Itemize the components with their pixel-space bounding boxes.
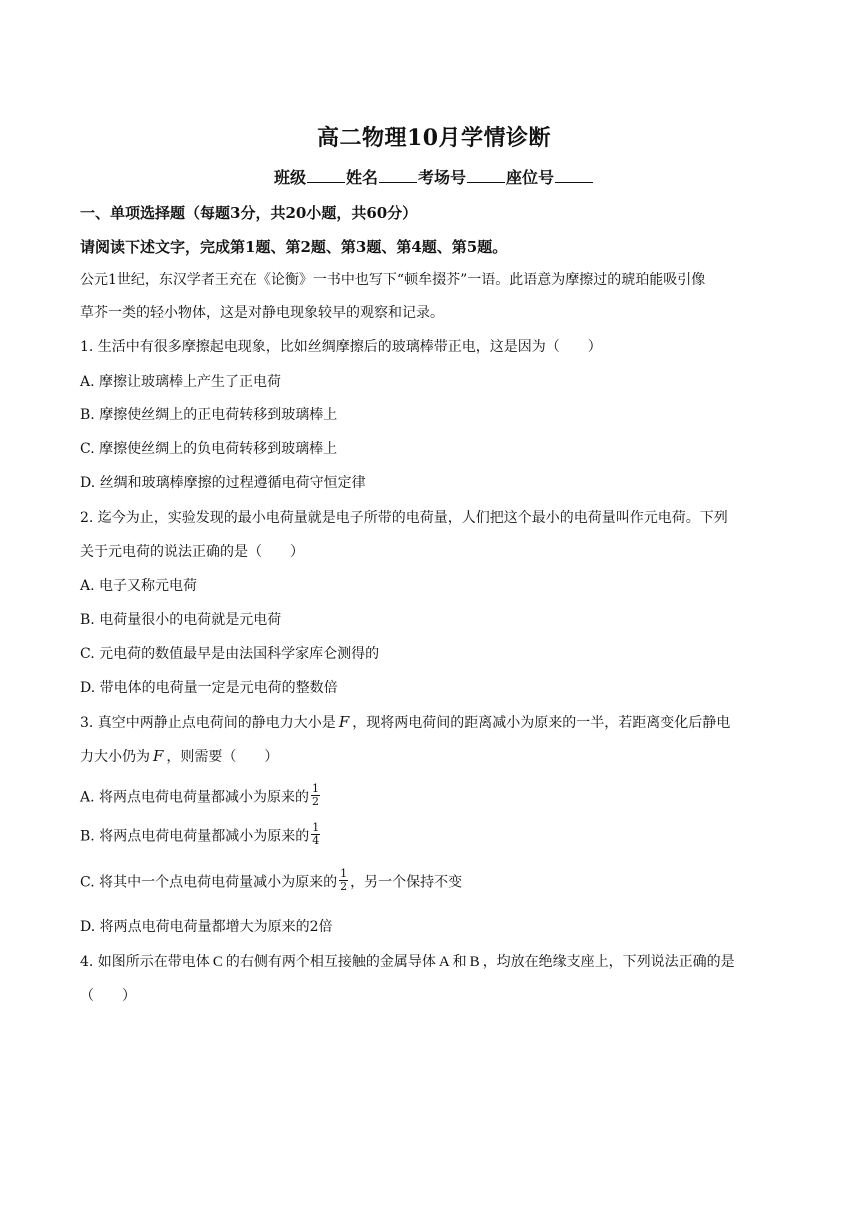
q2-option-a: A. 电子又称元电荷 [80, 578, 198, 594]
exam-title: 高二物理10月学情诊断 [316, 125, 552, 151]
room-blank [467, 170, 505, 183]
q2-stem-line-2: 关于元电荷的说法正确的是（ ） [80, 544, 304, 560]
q3-stem-text-1a: 3. 真空中两静止点电荷间的静电力大小是 [80, 715, 336, 731]
room-label: 考场号 [418, 168, 467, 187]
q3-stem-text-2a: 力大小仍为 [80, 749, 150, 765]
q1-stem: 1. 生活中有很多摩擦起电现象，比如丝绸摩擦后的玻璃棒带正电，这是因为（ ） [80, 339, 602, 355]
class-label: 班级 [273, 168, 306, 187]
q3-option-c-text: C. 将其中一个点电荷电荷量减小为原来的 [80, 874, 338, 891]
q3-stem-text-2b: ，则需要（ ） [166, 749, 279, 765]
q4-stem-text-d: ，均放在绝缘支座上，下列说法正确的是 [482, 954, 735, 970]
q2-stem-line-1: 2. 迄今为止，实验发现的最小电荷量就是电子所带的电荷量，人们把这个最小的电荷量叫作元电荷。下列 [80, 510, 728, 526]
student-info-line [0, 165, 868, 188]
q4-stem-line-2: （ ） [80, 988, 136, 1004]
fraction-denominator: 2 [312, 795, 320, 808]
name-label: 姓名 [345, 168, 378, 187]
fraction-denominator: 2 [340, 880, 348, 893]
q4-stem-text-a: 4. 如图所示在带电体 [80, 954, 210, 970]
body-b-label: B [469, 954, 480, 970]
q3-option-b [80, 821, 795, 849]
fraction-one-half [311, 783, 320, 808]
passage-line-2: 草芥一类的轻小物体，这是对静电现象较早的观察和记录。 [80, 305, 444, 321]
reading-instruction: 请阅读下述文字，完成第1题、第2题、第3题、第4题、第5题。 [80, 238, 508, 256]
q3-option-a [80, 782, 795, 810]
q3-stem-line-1 [80, 712, 795, 733]
seat-blank [555, 170, 593, 183]
q3-option-b-text: B. 将两点电荷电荷量都减小为原来的 [80, 828, 310, 845]
fraction-numerator: 1 [312, 782, 320, 795]
q2-option-d: D. 带电体的电荷量一定是元电荷的整数倍 [80, 680, 338, 696]
q3-option-a-text: A. 将两点电荷电荷量都减小为原来的 [80, 789, 310, 806]
q3-option-c-tail: ，另一个保持不变 [350, 874, 463, 891]
q3-stem-text-1b: ，现将两电荷间的距离减小为原来的一半，若距离变化后静电 [352, 715, 731, 731]
q2-option-c: C. 元电荷的数值最早是由法国科学家库仑测得的 [80, 646, 380, 662]
passage-line-1: 公元1世纪，东汉学者王充在《论衡》一书中也写下“顿牟掇芥”一语。此语意为摩擦过的琥珀能吸引像 [80, 272, 706, 288]
q1-option-b: B. 摩擦使丝绸上的正电荷转移到玻璃棒上 [80, 407, 338, 423]
force-variable: F [153, 747, 164, 765]
seat-label: 座位号 [506, 168, 555, 187]
body-c-label: C [212, 954, 223, 970]
q4-stem-line-1 [80, 952, 795, 972]
q1-option-c: C. 摩擦使丝绸上的负电荷转移到玻璃棒上 [80, 441, 338, 457]
q3-option-c [80, 867, 795, 895]
fraction-numerator: 1 [312, 821, 320, 834]
q4-stem-text-c: 和 [452, 954, 467, 970]
q4-stem-text-b: 的右侧有两个相互接触的金属导体 [225, 954, 436, 970]
q3-option-d: D. 将两点电荷电荷量都增大为原来的2倍 [80, 919, 333, 935]
fraction-one-quarter [311, 822, 320, 847]
section-heading: 一、单项选择题（每题3分，共20小题，共60分） [80, 204, 418, 222]
fraction-numerator: 1 [340, 867, 348, 880]
force-variable: F [338, 713, 350, 731]
body-a-label: A [438, 954, 450, 970]
q2-option-b: B. 电荷量很小的电荷就是元电荷 [80, 612, 282, 628]
class-blank [307, 170, 345, 183]
q1-option-d: D. 丝绸和玻璃棒摩擦的过程遵循电荷守恒定律 [80, 475, 366, 491]
q1-option-a: A. 摩擦让玻璃棒上产生了正电荷 [80, 374, 282, 390]
q3-stem-line-2 [80, 746, 795, 767]
fraction-denominator: 4 [312, 834, 320, 847]
fraction-one-half [339, 868, 348, 893]
name-blank [379, 170, 417, 183]
